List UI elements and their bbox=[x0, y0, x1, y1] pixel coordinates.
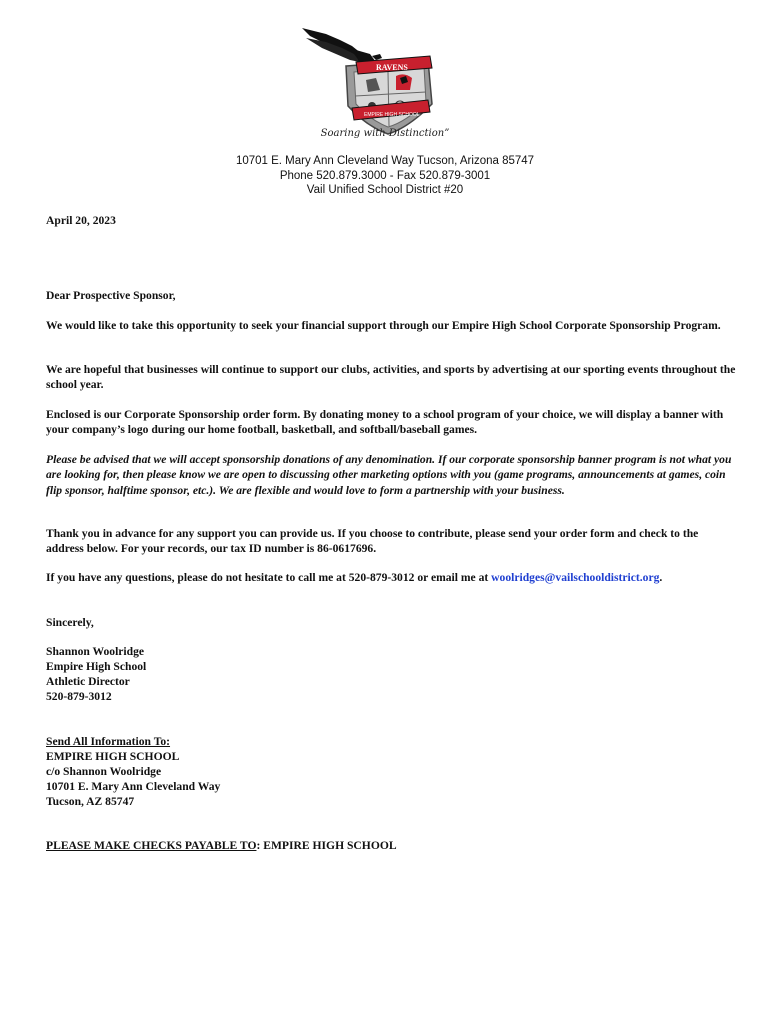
closing: Sincerely, bbox=[46, 616, 94, 629]
ravens-crest-logo bbox=[296, 20, 446, 138]
svg-text:RAVENS: RAVENS bbox=[376, 63, 408, 72]
send-to-heading: Send All Information To: bbox=[46, 735, 171, 748]
contact-text: If you have any questions, please do not hesitate to call me at 520-879-3012 or email me at bbox=[46, 571, 492, 584]
checks-payable-label: PLEASE MAKE CHECKS PAYABLE TO bbox=[46, 839, 257, 852]
paragraph-6: If you have any questions, please do not hesitate to call me at 520-879-3012 or email me at woolridges@vailschooldistrict.org. bbox=[46, 571, 663, 584]
letter-date: April 20, 2023 bbox=[46, 214, 116, 227]
school-phone-fax: Phone 520.879.3000 - Fax 520.879-3001 bbox=[279, 170, 491, 182]
school-district: Vail Unified School District #20 bbox=[306, 184, 464, 196]
svg-text:EMPIRE HIGH SCHOOL: EMPIRE HIGH SCHOOL bbox=[364, 112, 420, 118]
send-to-line-3: 10701 E. Mary Ann Cleveland Way bbox=[46, 780, 221, 793]
paragraph-4: Please be advised that we will accept sponsorship donations of any denomination. If our corporate sponsorship banner program is not what you are looking for, then please know we are open to discussing other marketing options with you (game programs, announcements at games, coin flip sponsor, halftime sponsor, etc.). We are flexible and would love to form a partnership with your business. bbox=[46, 453, 732, 497]
send-to-line-1: EMPIRE HIGH SCHOOL bbox=[46, 750, 180, 763]
checks-payee: EMPIRE HIGH SCHOOL bbox=[260, 839, 397, 852]
paragraph-3: Enclosed is our Corporate Sponsorship order form. By donating money to a school program of your choice, we will display a banner with your company’s logo during our home football, basketball, and softball/baseball games. bbox=[46, 408, 724, 437]
send-to-line-4: Tucson, AZ 85747 bbox=[46, 795, 135, 808]
paragraph-5: Thank you in advance for any support you can provide us. If you choose to contribute, please send your order form and check to the address below. For your records, our tax ID number is 86-0617696. bbox=[46, 527, 699, 556]
signer-phone: 520-879-3012 bbox=[46, 690, 112, 703]
paragraph-1: We would like to take this opportunity to seek your financial support through our Empire High School Corporate Sponsorship Program. bbox=[46, 319, 721, 332]
signer-school: Empire High School bbox=[46, 660, 147, 673]
signer-title: Athletic Director bbox=[46, 675, 130, 688]
salutation: Dear Prospective Sponsor, bbox=[46, 289, 176, 302]
school-motto: Soaring with Distinction” bbox=[320, 128, 450, 139]
send-to-line-2: c/o Shannon Woolridge bbox=[46, 765, 162, 778]
school-address: 10701 E. Mary Ann Cleveland Way Tucson, Arizona 85747 bbox=[235, 155, 535, 167]
signer-name: Shannon Woolridge bbox=[46, 645, 145, 658]
checks-payable-line: PLEASE MAKE CHECKS PAYABLE TO: EMPIRE HIGH SCHOOL bbox=[46, 839, 397, 852]
email-link[interactable]: woolridges@vailschooldistrict.org bbox=[491, 571, 660, 584]
paragraph-2: We are hopeful that businesses will continue to support our clubs, activities, and sports by advertising at our sporting events throughout the school year. bbox=[46, 363, 736, 392]
